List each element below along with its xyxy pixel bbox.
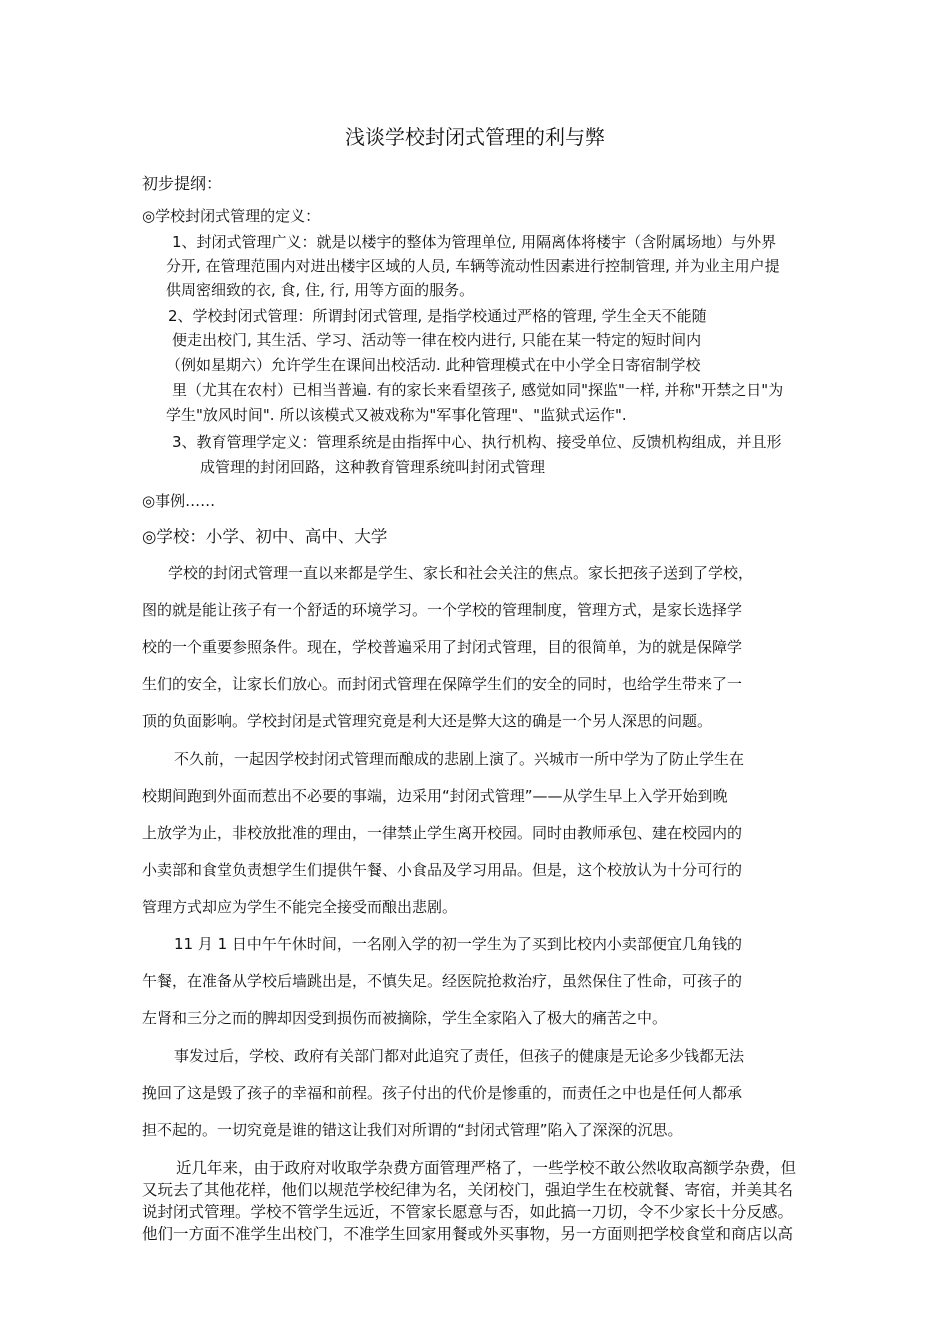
body-line: 生们的安全，让家长们放心。而封闭式管理在保障学生们的安全的同时，也给学生带来了一 <box>142 675 743 693</box>
outline-line: 里（尤其在农村）已相当普遍. 有的家长来看望孩子, 感觉如同"探监"一样, 并称"开禁之日"为 <box>172 381 784 399</box>
body-line: 11 月 1 日中午午休时间，一名刚入学的初一学生为了买到比校内小卖部便宜几角钱的 <box>174 935 742 953</box>
body-line: 左肾和三分之而的脾却因受到损伤而被摘除，学生全家陷入了极大的痛苦之中。 <box>142 1009 668 1027</box>
outline-line: 3、教育管理学定义：管理系统是由指挥中心、执行机构、接受单位、反馈机构组成，并且形 <box>172 433 782 451</box>
body-line: 又玩去了其他花样，他们以规范学校纪律为名，关闭校门，强迫学生在校就餐、寄宿，并美其名 <box>142 1181 794 1199</box>
body-line: 他们一方面不准学生出校门，不准学生回家用餐或外买事物，另一方面则把学校食堂和商店以高 <box>142 1225 794 1243</box>
outline-heading: 初步提纲： <box>142 174 223 193</box>
body-line: 校期间跑到外面而惹出不必要的事端，边采用“封闭式管理”——从学生早上入学开始到晚 <box>142 787 728 805</box>
outline-line: 便走出校门, 其生活、学习、活动等一律在校内进行, 只能在某一特定的短时间内 <box>172 331 702 349</box>
outline-line: 分开, 在管理范围内对进出楼宇区域的人员, 车辆等流动性因素进行控制管理, 并为业主用户提 <box>166 257 780 275</box>
outline-line: 成管理的封闭回路，这种教育管理系统叫封闭式管理 <box>200 458 546 476</box>
body-line: 上放学为止，非校放批准的理由，一律禁止学生离开校园。同时由教师承包、建在校园内的 <box>142 824 743 842</box>
body-line: 担不起的。一切究竟是谁的错这让我们对所谓的“封闭式管理”陷入了深深的沉思。 <box>142 1121 683 1139</box>
cases-heading: ◎事例…… <box>142 492 216 510</box>
outline-line: 供周密细致的衣, 食, 住, 行, 用等方面的服务。 <box>166 281 475 299</box>
body-line: 图的就是能让孩子有一个舒适的环境学习。一个学校的管理制度，管理方式，是家长选择学 <box>142 601 743 619</box>
definition-heading: ◎学校封闭式管理的定义： <box>142 207 321 225</box>
body-line: 近几年来，由于政府对收取学杂费方面管理严格了，一些学校不敢公然收取高额学杂费，但 <box>176 1159 797 1177</box>
body-line: 挽回了这是毁了孩子的幸福和前程。孩子付出的代价是惨重的，而责任之中也是任何人都承 <box>142 1084 743 1102</box>
outline-line: 学生"放风时间". 所以该模式又被戏称为"军事化管理"、"监狱式运作". <box>166 406 627 424</box>
document-title: 浅谈学校封闭式管理的利与弊 <box>345 125 605 149</box>
body-line: 不久前，一起因学校封闭式管理而酿成的悲剧上演了。兴城市一所中学为了防止学生在 <box>174 750 745 768</box>
body-line: 事发过后，学校、政府有关部门都对此追究了责任，但孩子的健康是无论多少钱都无法 <box>174 1047 745 1065</box>
body-line: 小卖部和食堂负责想学生们提供午餐、小食品及学习用品。但是，这个校放认为十分可行的 <box>142 861 743 879</box>
schools-heading: ◎学校：小学、初中、高中、大学 <box>142 527 388 546</box>
body-line: 校的一个重要参照条件。现在，学校普遍采用了封闭式管理，目的很简单，为的就是保障学 <box>142 638 743 656</box>
body-line: 顶的负面影响。学校封闭是式管理究竟是利大还是弊大这的确是一个另人深思的问题。 <box>142 712 713 730</box>
outline-line: 2、学校封闭式管理：所谓封闭式管理, 是指学校通过严格的管理, 学生全天不能随 <box>168 307 707 325</box>
body-line: 说封闭式管理。学校不管学生远近，不管家长愿意与否，如此搞一刀切，令不少家长十分反感。 <box>142 1203 794 1221</box>
body-line: 午餐，在准备从学校后墙跳出是，不慎失足。经医院抢救治疗，虽然保住了性命，可孩子的 <box>142 972 743 990</box>
outline-line: 1、封闭式管理广义：就是以楼宇的整体为管理单位, 用隔离体将楼宇（含附属场地）与外界 <box>172 233 777 251</box>
body-line: 管理方式却应为学生不能完全接受而酿出悲剧。 <box>142 898 458 916</box>
body-line: 学校的封闭式管理一直以来都是学生、家长和社会关注的焦点。家长把孩子送到了学校， <box>168 564 754 582</box>
outline-line: （例如星期六）允许学生在课间出校活动. 此种管理模式在中小学全日寄宿制学校 <box>166 356 701 374</box>
